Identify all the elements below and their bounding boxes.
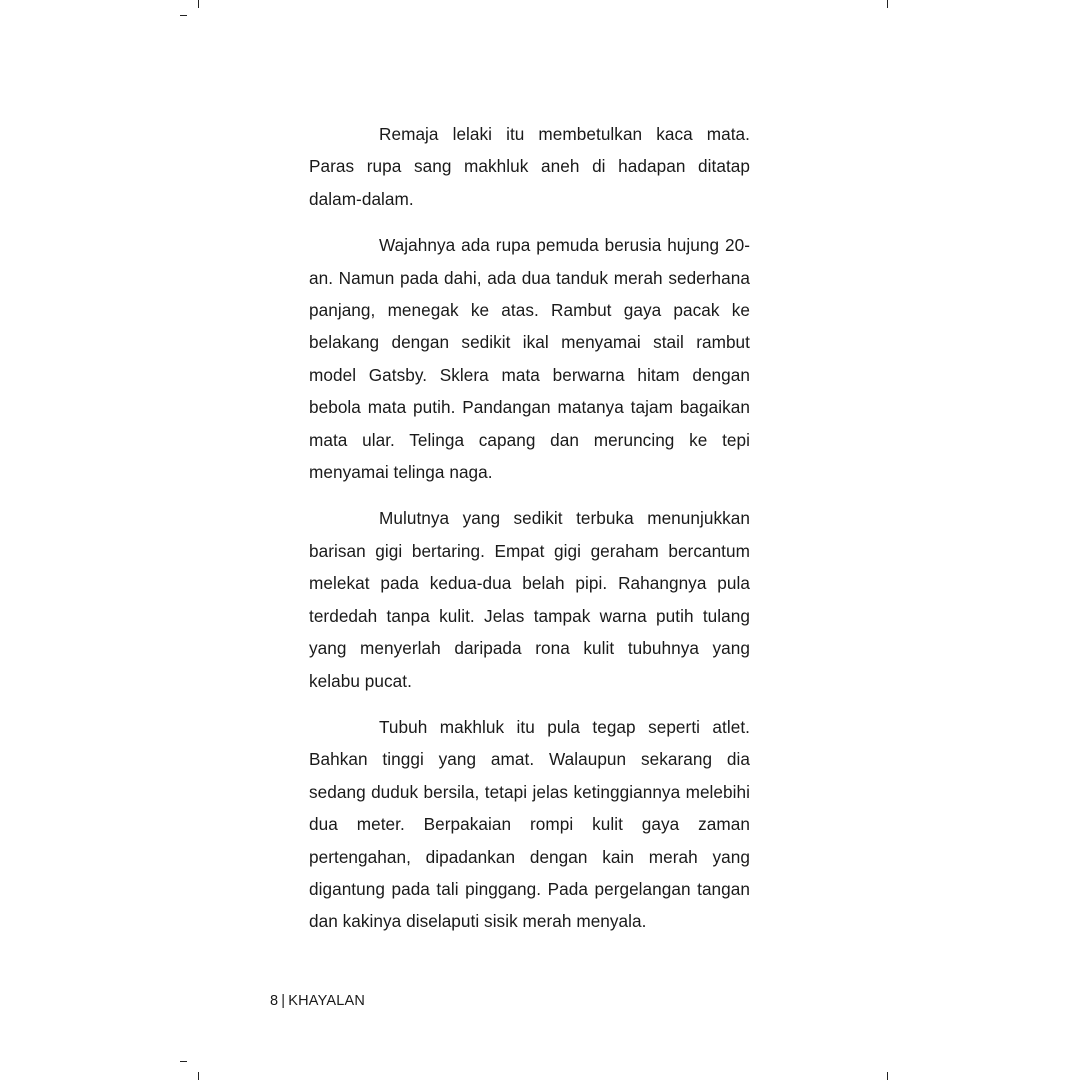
crop-mark-bottom-left-horizontal <box>180 1061 187 1062</box>
crop-mark-top-left-horizontal <box>180 15 187 16</box>
paragraph-3: Mulutnya yang sedikit terbuka menunjukkan barisan gigi bertaring. Empat gigi geraham bercantum melekat pada kedua-dua belah pipi. Rahangnya pula terdedah tanpa kulit. Jelas tampak warna putih tulang yang menyerlah daripada rona kulit tubuhnya yang kelabu pucat. <box>309 508 750 691</box>
crop-mark-top-left-vertical <box>198 0 199 8</box>
paragraph-2: Wajahnya ada rupa pemuda berusia hujung 20-an. Namun pada dahi, ada dua tanduk merah sederhana panjang, menegak ke atas. Rambut gaya pacak ke belakang dengan sedikit ikal menyamai stail rambut model Gatsby. Sklera mata berwarna hitam dengan bebola mata putih. Pandangan matanya tajam bagaikan mata ular. Telinga capang dan meruncing ke tepi menyamai telinga naga. <box>309 235 750 483</box>
page-number: 8 <box>270 993 279 1009</box>
footer-separator: | <box>281 993 286 1009</box>
body-text <box>309 118 750 938</box>
book-title: KHAYALAN <box>288 993 366 1009</box>
paragraph-1: Remaja lelaki itu membetulkan kaca mata. Paras rupa sang makhluk aneh di hadapan ditatap dalam-dalam. <box>309 124 750 209</box>
page-footer <box>270 993 365 1009</box>
crop-mark-bottom-right-vertical <box>887 1072 888 1080</box>
paragraph-4: Tubuh makhluk itu pula tegap seperti atlet. Bahkan tinggi yang amat. Walaupun sekarang dia sedang duduk bersila, tetapi jelas ketinggiannya melebihi dua meter. Berpakaian rompi kulit gaya zaman pertengahan, dipadankan dengan kain merah yang digantung pada tali pinggang. Pada pergelangan tangan dan kakinya diselaputi sisik merah menyala. <box>309 716 750 932</box>
crop-mark-top-right-vertical <box>887 0 888 8</box>
crop-mark-bottom-left-vertical <box>198 1072 199 1080</box>
